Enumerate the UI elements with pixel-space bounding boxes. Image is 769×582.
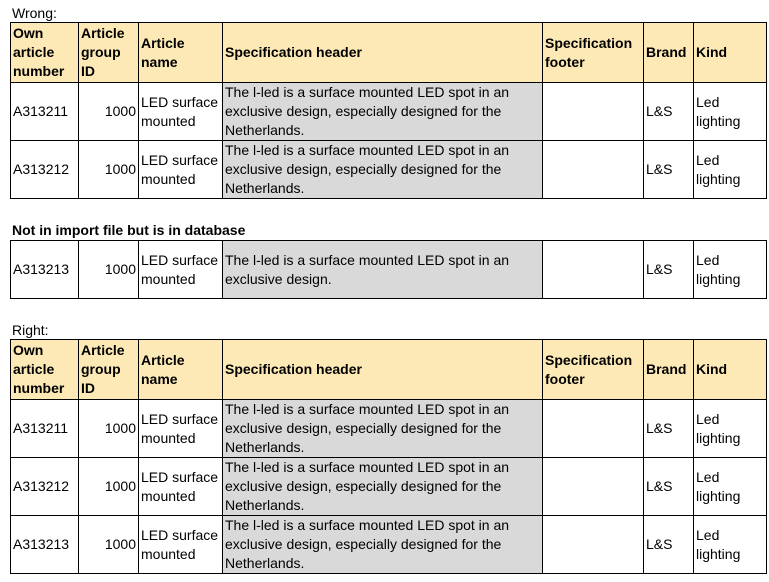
table-row bbox=[11, 516, 767, 574]
cell-name: LED surface mounted bbox=[139, 516, 223, 574]
right-header-row bbox=[11, 340, 767, 400]
db-section-label: Not in import file but is in database bbox=[12, 222, 246, 238]
cell-group: 1000 bbox=[79, 141, 139, 199]
wrong-table bbox=[10, 22, 767, 199]
cell-article: A313212 bbox=[11, 141, 79, 199]
cell-group: 1000 bbox=[79, 241, 139, 299]
header-article-group-id: Article group ID bbox=[79, 23, 139, 83]
cell-name: LED surface mounted bbox=[139, 400, 223, 458]
header-own-article-number: Own article number bbox=[11, 340, 79, 400]
cell-article: A313213 bbox=[11, 516, 79, 574]
cell-kind: Led lighting bbox=[694, 400, 767, 458]
cell-spec: The l-led is a surface mounted LED spot in an exclusive design, especially designed for the Netherlands. bbox=[223, 141, 543, 199]
cell-kind: Led lighting bbox=[694, 241, 767, 299]
cell-spec: The l-led is a surface mounted LED spot in an exclusive design. bbox=[223, 241, 543, 299]
table-row bbox=[11, 458, 767, 516]
header-kind: Kind bbox=[694, 23, 767, 83]
header-kind: Kind bbox=[694, 340, 767, 400]
header-article-name: Article name bbox=[139, 23, 223, 83]
header-brand: Brand bbox=[644, 23, 694, 83]
cell-name: LED surface mounted bbox=[139, 241, 223, 299]
cell-footer bbox=[543, 400, 644, 458]
header-own-article-number: Own article number bbox=[11, 23, 79, 83]
cell-brand: L&S bbox=[644, 83, 694, 141]
header-article-name: Article name bbox=[139, 340, 223, 400]
cell-brand: L&S bbox=[644, 241, 694, 299]
cell-brand: L&S bbox=[644, 458, 694, 516]
cell-kind: Led lighting bbox=[694, 83, 767, 141]
wrong-section-label: Wrong: bbox=[12, 5, 57, 21]
table-row bbox=[11, 141, 767, 199]
cell-footer bbox=[543, 516, 644, 574]
cell-article: A313211 bbox=[11, 400, 79, 458]
cell-spec: The l-led is a surface mounted LED spot in an exclusive design, especially designed for the Netherlands. bbox=[223, 458, 543, 516]
wrong-header-row bbox=[11, 23, 767, 83]
cell-spec: The l-led is a surface mounted LED spot in an exclusive design, especially designed for the Netherlands. bbox=[223, 516, 543, 574]
cell-article: A313212 bbox=[11, 458, 79, 516]
cell-name: LED surface mounted bbox=[139, 141, 223, 199]
cell-name: LED surface mounted bbox=[139, 83, 223, 141]
cell-article: A313211 bbox=[11, 83, 79, 141]
cell-group: 1000 bbox=[79, 83, 139, 141]
header-specification-footer: Specification footer bbox=[543, 340, 644, 400]
cell-footer bbox=[543, 458, 644, 516]
cell-group: 1000 bbox=[79, 516, 139, 574]
cell-kind: Led lighting bbox=[694, 516, 767, 574]
table-row bbox=[11, 400, 767, 458]
db-table bbox=[10, 240, 767, 299]
cell-footer bbox=[543, 83, 644, 141]
cell-group: 1000 bbox=[79, 400, 139, 458]
cell-footer bbox=[543, 141, 644, 199]
header-specification-header: Specification header bbox=[223, 23, 543, 83]
header-specification-footer: Specification footer bbox=[543, 23, 644, 83]
cell-spec: The l-led is a surface mounted LED spot in an exclusive design, especially designed for the Netherlands. bbox=[223, 83, 543, 141]
cell-name: LED surface mounted bbox=[139, 458, 223, 516]
right-table bbox=[10, 339, 767, 574]
cell-brand: L&S bbox=[644, 516, 694, 574]
right-section-label: Right: bbox=[12, 322, 49, 338]
table-row bbox=[11, 83, 767, 141]
cell-brand: L&S bbox=[644, 141, 694, 199]
cell-article: A313213 bbox=[11, 241, 79, 299]
header-brand: Brand bbox=[644, 340, 694, 400]
cell-spec: The l-led is a surface mounted LED spot in an exclusive design, especially designed for the Netherlands. bbox=[223, 400, 543, 458]
table-row bbox=[11, 241, 767, 299]
header-specification-header: Specification header bbox=[223, 340, 543, 400]
cell-kind: Led lighting bbox=[694, 458, 767, 516]
header-article-group-id: Article group ID bbox=[79, 340, 139, 400]
cell-footer bbox=[543, 241, 644, 299]
cell-group: 1000 bbox=[79, 458, 139, 516]
cell-brand: L&S bbox=[644, 400, 694, 458]
cell-kind: Led lighting bbox=[694, 141, 767, 199]
